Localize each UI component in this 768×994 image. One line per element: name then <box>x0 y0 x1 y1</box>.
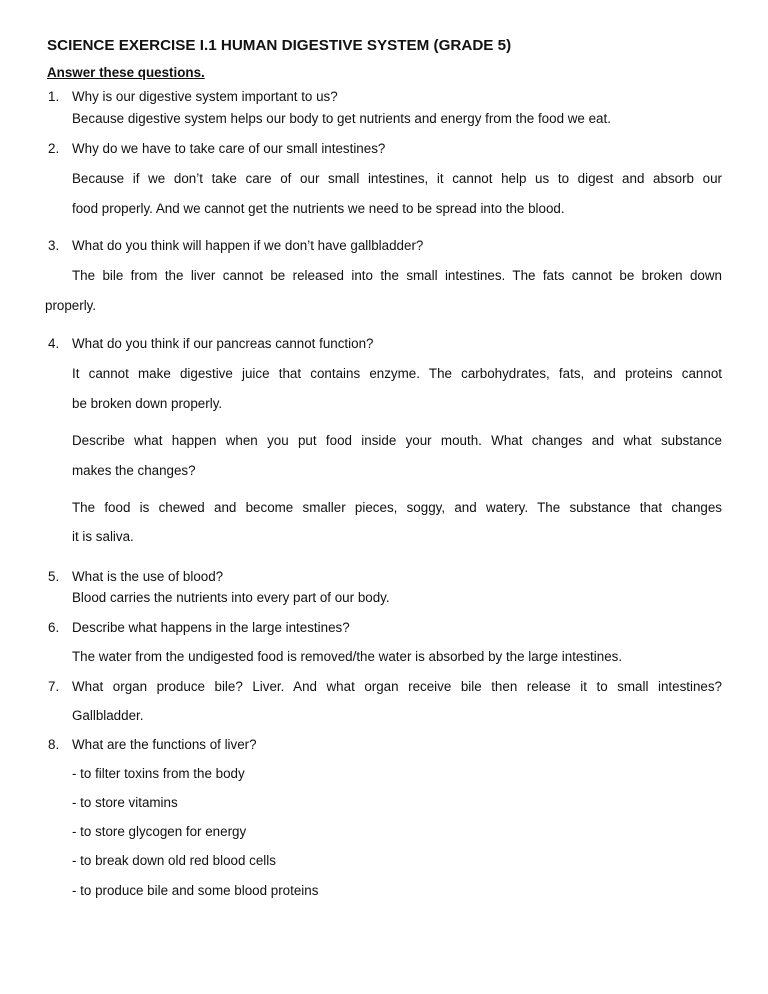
question-text: What do you think will happen if we don’t have gallbladder? <box>72 238 424 253</box>
document-title: SCIENCE EXERCISE I.1 HUMAN DIGESTIVE SYSTEM (GRADE 5) <box>47 37 512 54</box>
question-text: makes the changes? <box>72 463 196 478</box>
question-number: 8. <box>48 737 60 752</box>
question-text: Why do we have to take care of our small intestines? <box>72 141 386 156</box>
answer-text: Blood carries the nutrients into every part of our body. <box>72 590 390 605</box>
question-number: 6. <box>48 620 60 635</box>
question-text: Why is our digestive system important to us? <box>72 89 338 104</box>
list-item: - to filter toxins from the body <box>72 766 245 781</box>
question-text: What organ produce bile? Liver. And what organ receive bile then release it to small intestines? <box>72 679 722 694</box>
answer-text: The bile from the liver cannot be released into the small intestines. The fats cannot be broken down <box>72 268 722 283</box>
answer-text: food properly. And we cannot get the nutrients we need to be spread into the blood. <box>72 201 565 216</box>
question-text: Describe what happen when you put food inside your mouth. What changes and what substance <box>72 433 722 448</box>
question-number: 2. <box>48 141 60 156</box>
list-item: - to break down old red blood cells <box>72 853 276 868</box>
answer-text: It cannot make digestive juice that contains enzyme. The carbohydrates, fats, and proteins cannot <box>72 366 722 381</box>
question-number: 4. <box>48 336 60 351</box>
answer-text: The water from the undigested food is removed/the water is absorbed by the large intestines. <box>72 649 623 664</box>
question-number: 7. <box>48 679 60 694</box>
question-text: What is the use of blood? <box>72 569 224 584</box>
answer-text: Because digestive system helps our body to get nutrients and energy from the food we eat. <box>72 111 611 126</box>
answer-text: properly. <box>45 298 97 313</box>
question-number: 1. <box>48 89 60 104</box>
list-item: - to produce bile and some blood proteins <box>72 883 319 898</box>
list-item: - to store vitamins <box>72 795 178 810</box>
answer-text: The food is chewed and become smaller pieces, soggy, and watery. The substance that changes <box>72 500 722 515</box>
question-text: Describe what happens in the large intestines? <box>72 620 350 635</box>
question-text: What are the functions of liver? <box>72 737 257 752</box>
question-number: 5. <box>48 569 60 584</box>
answer-text: be broken down properly. <box>72 396 223 411</box>
question-text: What do you think if our pancreas cannot function? <box>72 336 374 351</box>
list-item: - to store glycogen for energy <box>72 824 247 839</box>
answer-text: Because if we don’t take care of our small intestines, it cannot help us to digest and absorb our <box>72 171 722 186</box>
answer-text: it is saliva. <box>72 529 134 544</box>
instruction-heading: Answer these questions. <box>47 65 205 80</box>
answer-text: Gallbladder. <box>72 708 144 723</box>
question-number: 3. <box>48 238 60 253</box>
